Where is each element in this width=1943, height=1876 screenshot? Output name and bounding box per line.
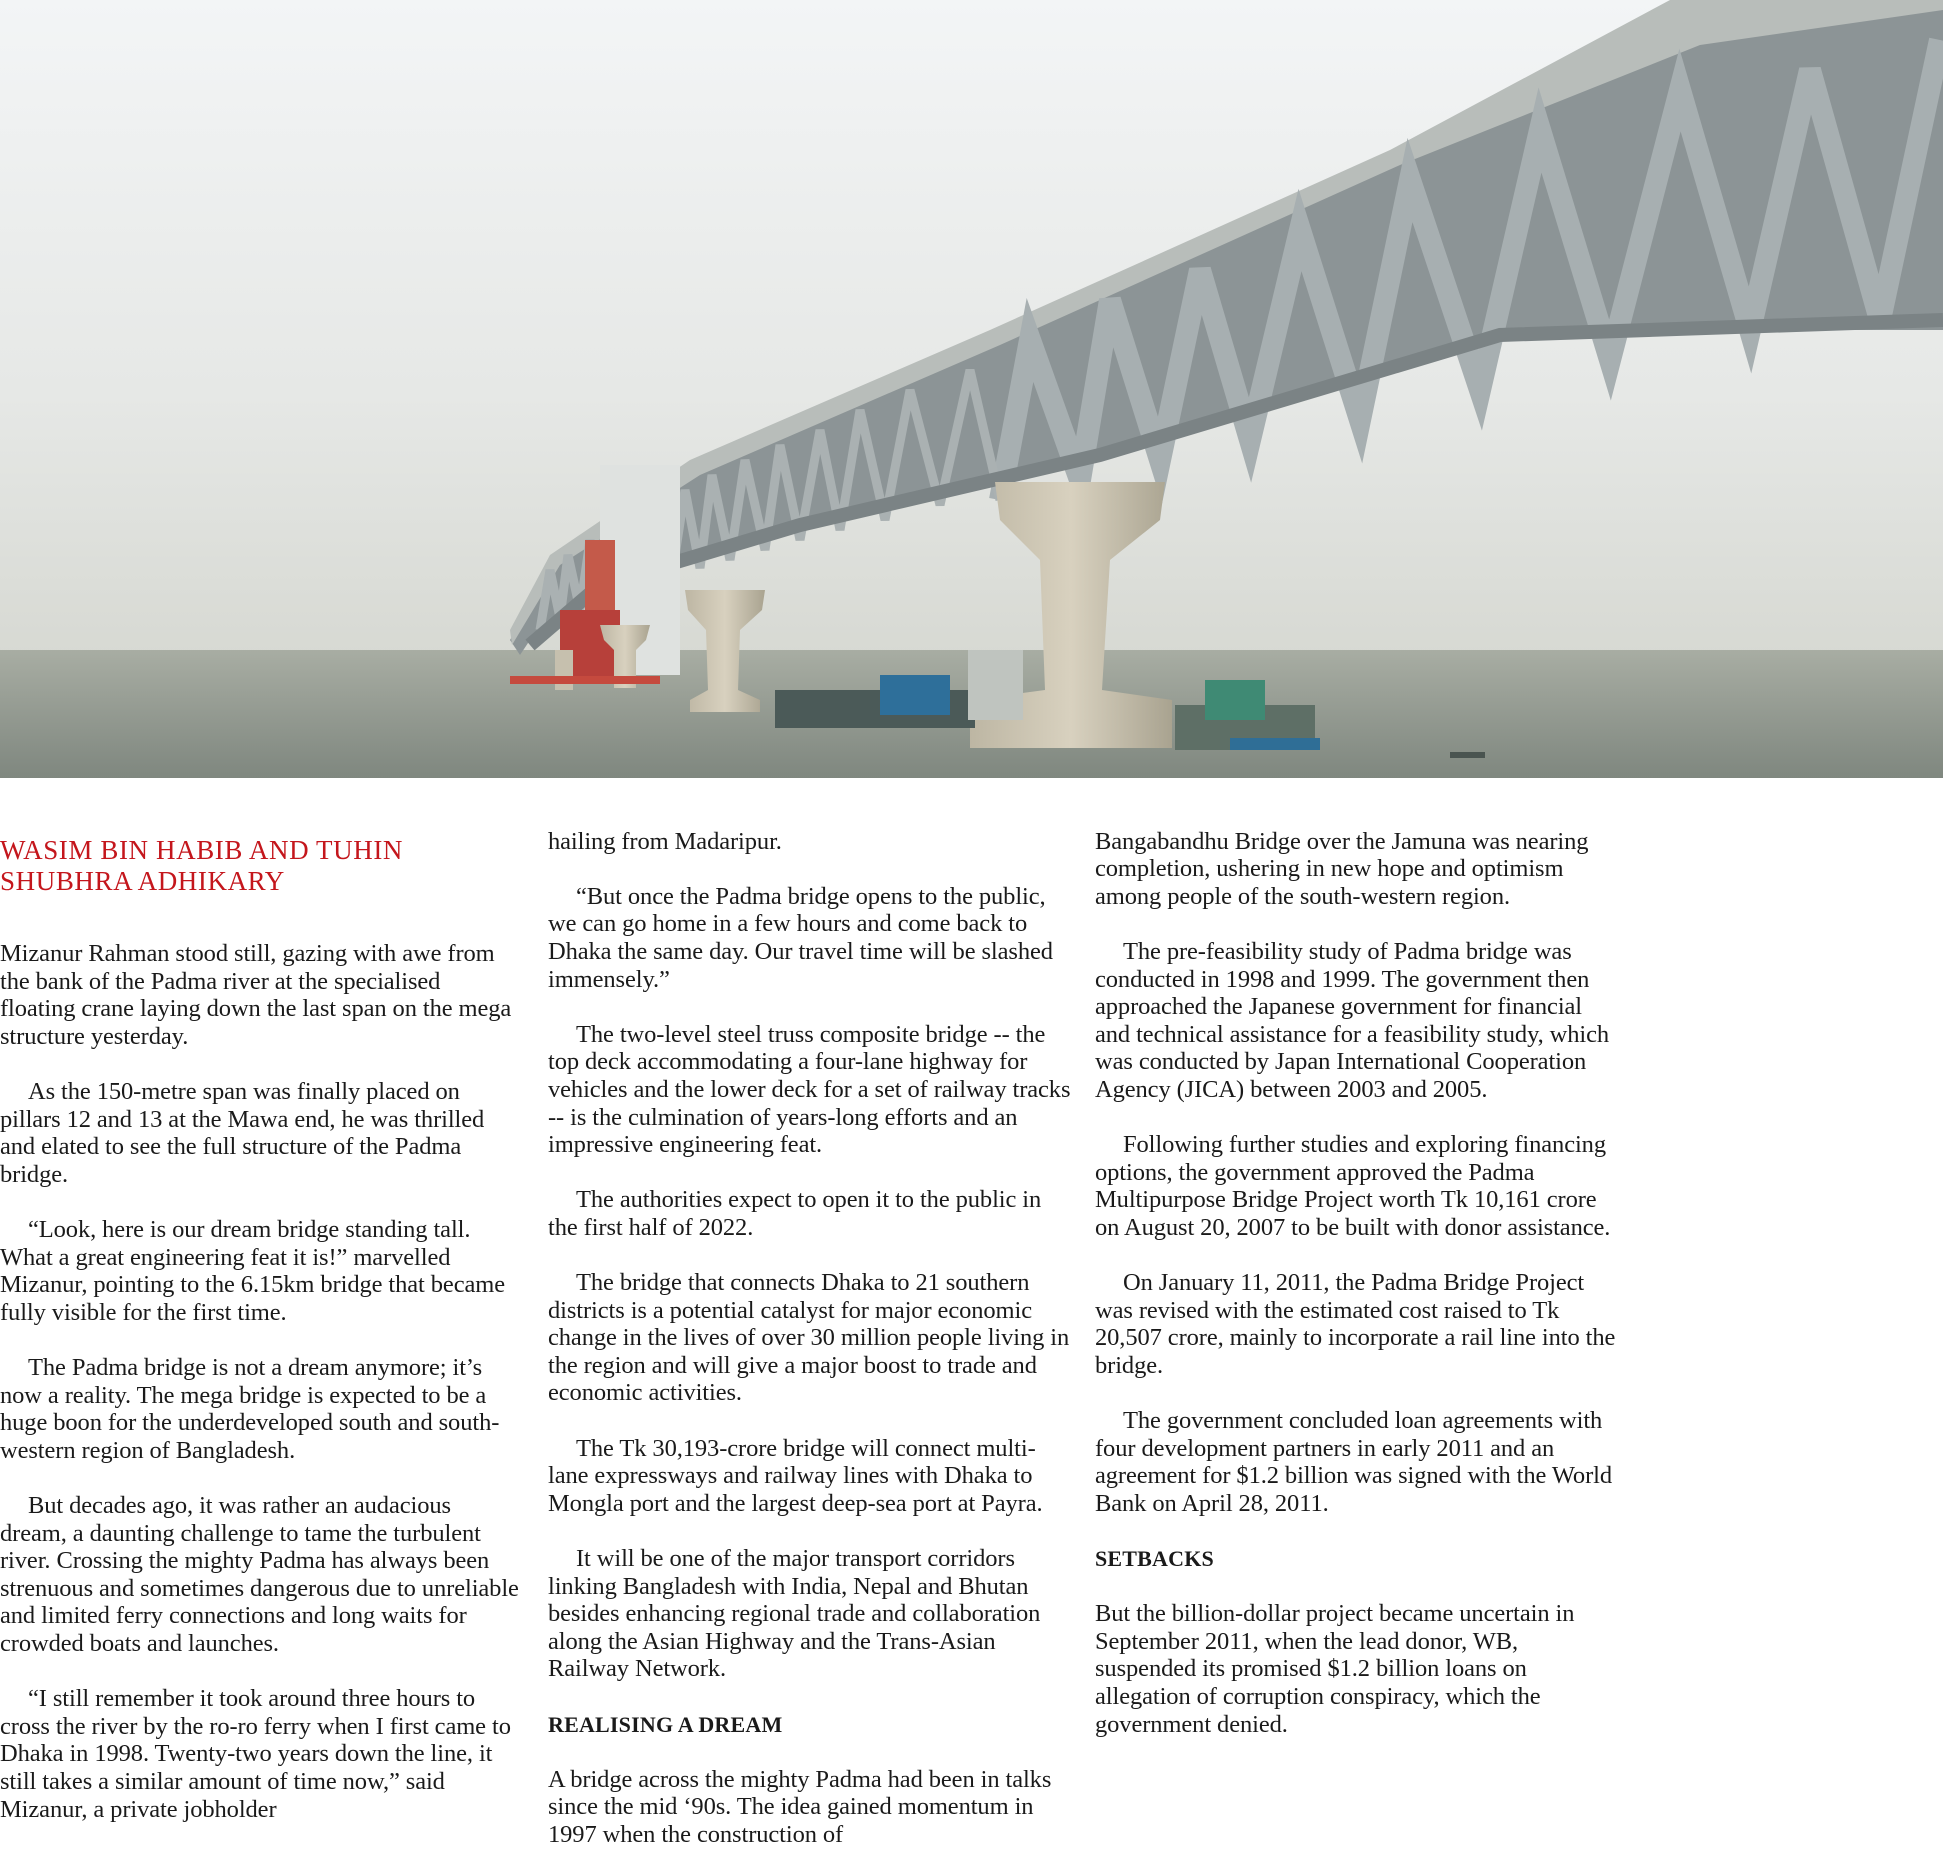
paragraph: The Tk 30,193-crore bridge will connect multi-lane expressways and railway lines with Dhaka to Mongla port and the largest deep-sea port at Payra. (548, 1434, 1043, 1517)
paragraph: The pre-feasibility study of Padma bridge was conducted in 1998 and 1999. The government then approached the Japanese government for financial and technical assistance for a feasibility study, which was conducted by Japan International Cooperation Agency (JICA) between 2003 and 2005. (1095, 937, 1610, 1103)
paragraph: Following further studies and exploring financing options, the government approved the Padma Multipurpose Bridge Project worth Tk 10,161 crore on August 20, 2007 to be built with donor assistance. (1095, 1131, 1611, 1241)
subhead-realising-a-dream: REALISING A DREAM (548, 1711, 783, 1737)
paragraph-continued: hailing from Madaripur. (548, 827, 782, 855)
paragraph: On January 11, 2011, the Padma Bridge Project was revised with the estimated cost raised to Tk 20,507 crore, mainly to incorporate a rail line into the bridge. (1095, 1269, 1616, 1379)
column-1 (0, 800, 520, 1851)
paragraph: As the 150-metre span was finally placed on pillars 12 and 13 at the Mawa end, he was thrilled and elated to see the full structure of the Padma bridge. (0, 1078, 485, 1188)
paragraph: The Padma bridge is not a dream anymore; it’s now a reality. The mega bridge is expected to be a huge boon for the underdeveloped south and south-western region of Bangladesh. (0, 1354, 500, 1464)
subhead-setbacks: SETBACKS (1095, 1546, 1214, 1572)
paragraph: The government concluded loan agreements with four development partners in early 2011 and an agreement for $1.2 billion was signed with the World Bank on April 28, 2011. (1095, 1407, 1612, 1517)
paragraph: The authorities expect to open it to the public in the first half of 2022. (548, 1186, 1042, 1241)
paragraph: A bridge across the mighty Padma had been in talks since the mid ‘90s. The idea gained momentum in 1997 when the construction of (548, 1765, 1052, 1848)
barge-container (880, 675, 950, 715)
paragraph: But the billion-dollar project became uncertain in September 2011, when the lead donor, WB, suspended its promised $1.2 billion loans on allegation of corruption conspiracy, which the government denied. (1095, 1600, 1575, 1738)
byline: WASIM BIN HABIB AND TUHIN SHUBHRA ADHIKARY (0, 834, 404, 896)
paragraph: The bridge that connects Dhaka to 21 southern districts is a potential catalyst for major economic change in the lives of over 30 million people living in the region and will give a major boost to trade and economic activities. (548, 1269, 1070, 1407)
paragraph: It will be one of the major transport corridors linking Bangladesh with India, Nepal and Bhutan besides enhancing regional trade and collaboration along the Asian Highway and the Trans-Asian Railway Network. (548, 1545, 1041, 1683)
paragraph: “I still remember it took around three hours to cross the river by the ro-ro ferry when I first came to Dhaka in 1998. Twenty-two years down the line, it still takes a similar amount of time now,” said Mizanur, a private jobholder (0, 1685, 511, 1823)
paragraph: Mizanur Rahman stood still, gazing with awe from the bank of the Padma river at the specialised floating crane laying down the last span on the mega structure yesterday. (0, 940, 512, 1050)
barge-cabin (968, 650, 1023, 720)
paragraph: The two-level steel truss composite bridge -- the top deck accommodating a four-lane highway for vehicles and the lower deck for a set of railway tracks -- is the culmination of years-long efforts and an impressive engineering feat. (548, 1020, 1071, 1159)
paragraph: But decades ago, it was rather an audacious dream, a daunting challenge to tame the turbulent river. Crossing the mighty Padma has always been strenuous and sometimes dangerous due to unreliable and limited ferry connections and long waits for crowded boats and launches. (0, 1492, 519, 1658)
paragraph: “Look, here is our dream bridge standing tall. What a great engineering feat it is!” marvelled Mizanur, pointing to the 6.15km bridge that became fully visible for the first time. (0, 1216, 505, 1326)
column-2 (548, 800, 1073, 1876)
paragraph: “But once the Padma bridge opens to the public, we can go home in a few hours and come back to Dhaka the same day. Our travel time will be slashed immensely.” (548, 882, 1053, 993)
tugboat (1205, 680, 1265, 720)
column-3 (1095, 800, 1620, 1766)
bridge-photo (0, 0, 1943, 778)
paragraph-continued: Bangabandhu Bridge over the Jamuna was nearing completion, ushering in new hope and optimism among people of the south-western region. (1095, 827, 1589, 910)
barge-red-far (510, 676, 660, 684)
distant-boat (1450, 752, 1485, 758)
small-boat (1230, 738, 1320, 750)
